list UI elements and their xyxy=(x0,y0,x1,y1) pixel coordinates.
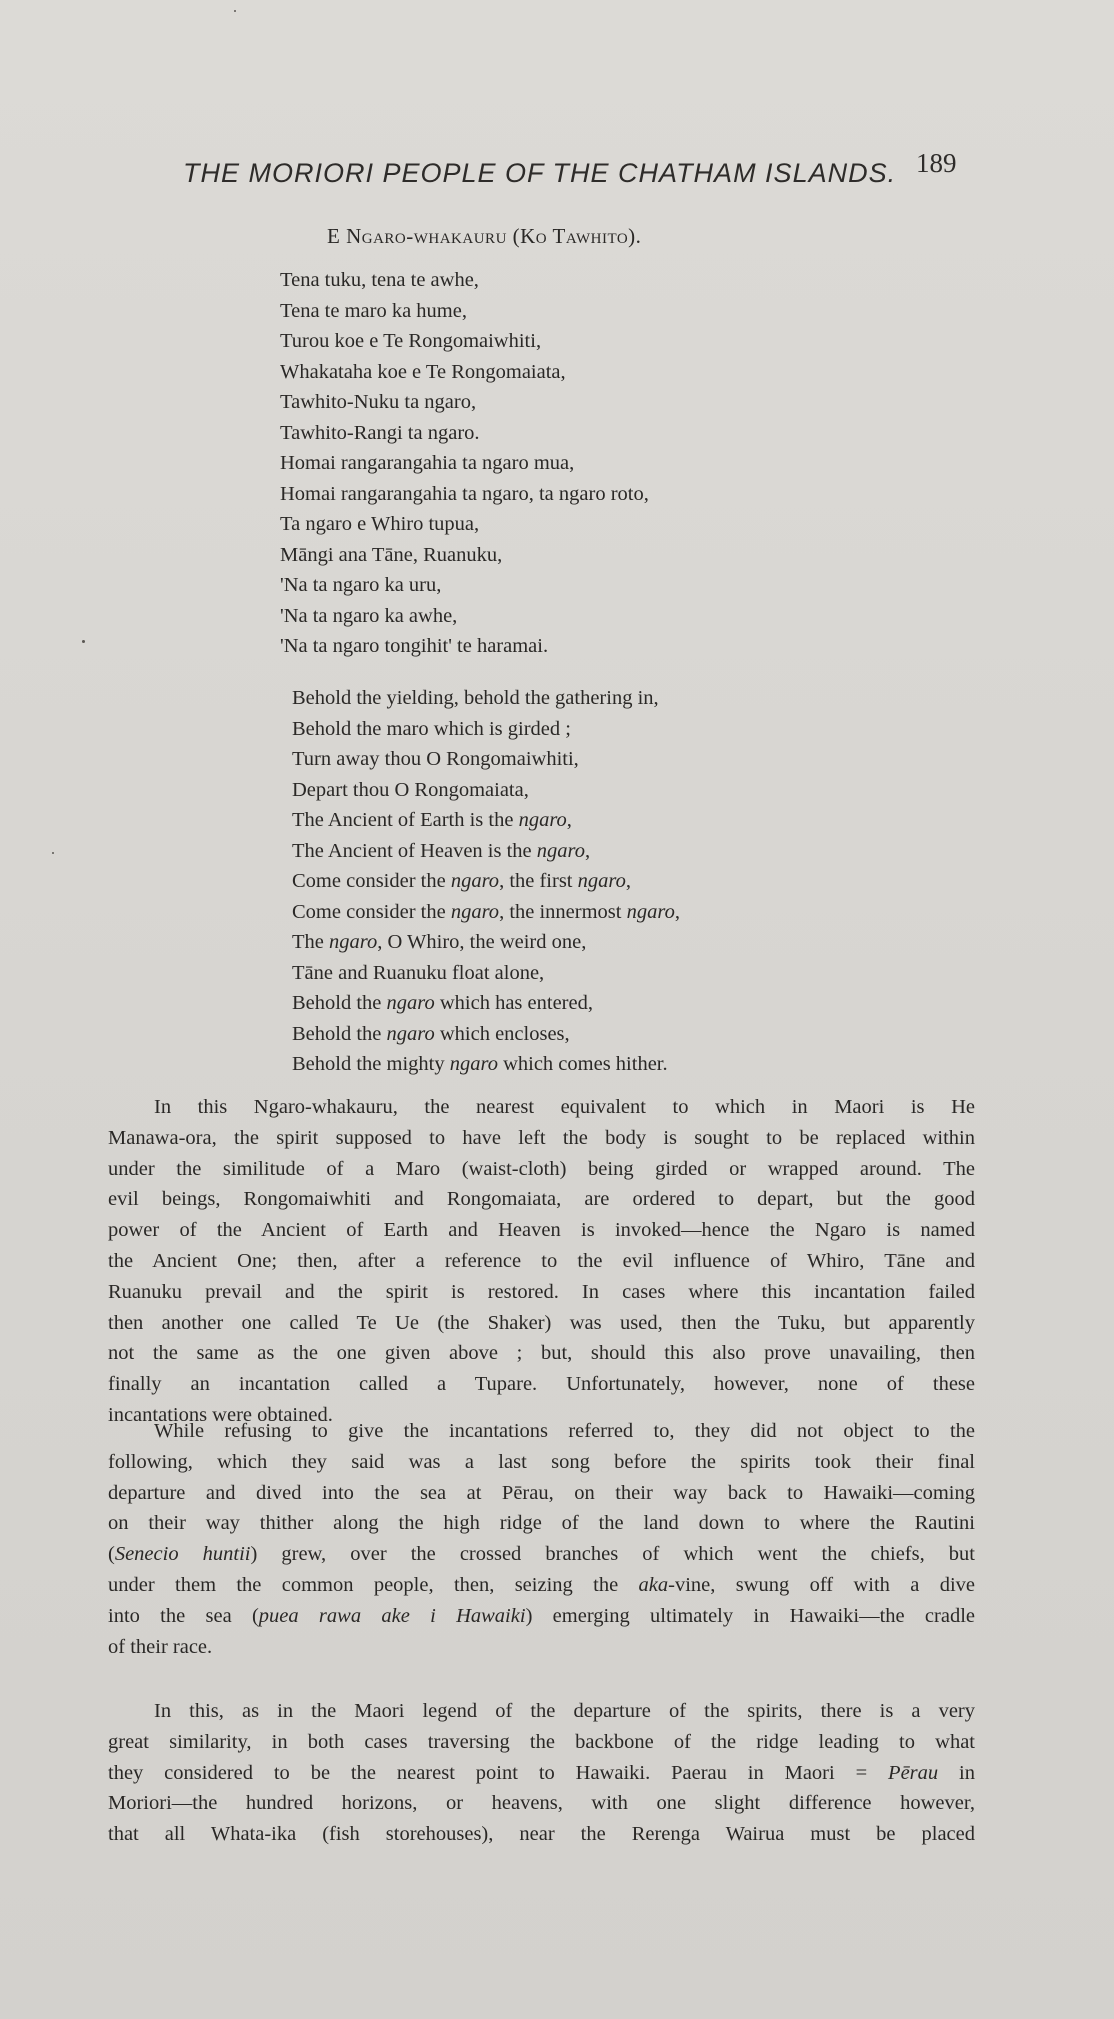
paper-speck xyxy=(82,640,85,643)
text-line: Moriori—the hundred horizons, or heavens, with one slight difference however, xyxy=(108,1792,975,1815)
verse-line: Ta ngaro e Whiro tupua, xyxy=(280,513,480,535)
verse-line: Behold the yielding, behold the gathering in, xyxy=(292,687,659,709)
verse-line: Turou koe e Te Rongomaiwhiti, xyxy=(280,330,542,352)
text-line: that all Whata-ika (fish storehouses), near the Rerenga Wairua must be placed xyxy=(108,1823,975,1846)
verse-line: Behold the ngaro which encloses, xyxy=(292,1022,570,1045)
paragraph-last-song xyxy=(108,1416,975,1662)
text-line: finally an incantation called a Tupare. Unfortunately, however, none of these xyxy=(108,1373,975,1396)
verse-line: 'Na ta ngaro ka uru, xyxy=(280,574,442,596)
text-line: they considered to be the nearest point to Hawaiki. Paerau in Maori = Pērau in xyxy=(108,1761,975,1784)
page-number: 189 xyxy=(916,148,957,178)
text-line: into the sea (puea rawa ake i Hawaiki) emerging ultimately in Hawaiki—the cradle xyxy=(108,1604,975,1627)
verse-line: The Ancient of Heaven is the ngaro, xyxy=(292,839,591,862)
verse-line: Tawhito-Rangi ta ngaro. xyxy=(280,421,480,444)
verse-line: Homai rangarangahia ta ngaro, ta ngaro roto, xyxy=(280,482,649,505)
text-line: Ruanuku prevail and the spirit is restored. In cases where this incantation failed xyxy=(108,1280,975,1303)
paper-speck xyxy=(234,10,236,12)
text-line: great similarity, in both cases traversing the backbone of the ridge leading to what xyxy=(108,1730,975,1753)
verse-line: Behold the mighty ngaro which comes hither. xyxy=(292,1053,668,1075)
verse-line: Behold the maro which is girded ; xyxy=(292,717,571,740)
verse-line: The ngaro, O Whiro, the weird one, xyxy=(292,931,587,953)
text-line: not the same as the one given above ; but, should this also prove unavailing, then xyxy=(108,1342,975,1365)
paragraph-ngaro-whakauru xyxy=(108,1092,975,1431)
text-line: power of the Ancient of Earth and Heaven is invoked—hence the Ngaro is named xyxy=(108,1219,975,1242)
verse-line: Homai rangarangahia ta ngaro mua, xyxy=(280,452,575,474)
running-title: THE MORIORI PEOPLE OF THE CHATHAM ISLANDS. xyxy=(183,158,897,188)
verse-line: 'Na ta ngaro tongihit' te haramai. xyxy=(280,635,549,657)
verse-line: Come consider the ngaro, the innermost ngaro, xyxy=(292,900,680,923)
text-line: In this Ngaro-whakauru, the nearest equivalent to which in Maori is He xyxy=(154,1096,975,1118)
text-line: Manawa-ora, the spirit supposed to have left the body is sought to be replaced within xyxy=(108,1126,975,1149)
verse-line: Depart thou O Rongomaiata, xyxy=(292,778,529,801)
verse-line: Tāne and Ruanuku float alone, xyxy=(292,961,545,984)
text-line: of their race. xyxy=(108,1635,213,1658)
verse-line: 'Na ta ngaro ka awhe, xyxy=(280,604,458,627)
text-line: incantations were obtained. xyxy=(108,1403,333,1426)
verse-line: Come consider the ngaro, the first ngaro, xyxy=(292,870,631,892)
verse-line: Behold the ngaro which has entered, xyxy=(292,992,593,1014)
verse-line: Tena tuku, tena te awhe, xyxy=(280,269,479,291)
text-line: In this, as in the Maori legend of the departure of the spirits, there is a very xyxy=(154,1700,975,1722)
text-line: the Ancient One; then, after a reference to the evil influence of Whiro, Tāne and xyxy=(108,1249,975,1272)
text-line: under them the common people, then, seizing the aka-vine, swung off with a dive xyxy=(108,1573,975,1596)
chant-heading: E Ngaro-whakauru (Ko Tawhito). xyxy=(327,224,642,248)
text-line: departure and dived into the sea at Pērau, on their way back to Hawaiki—coming xyxy=(108,1481,975,1504)
text-line: While refusing to give the incantations referred to, they did not object to the xyxy=(154,1420,975,1442)
verse-line: Turn away thou O Rongomaiwhiti, xyxy=(292,748,579,770)
text-line: under the similitude of a Maro (waist-cloth) being girded or wrapped around. The xyxy=(108,1157,975,1180)
text-line: evil beings, Rongomaiwhiti and Rongomaiata, are ordered to depart, but the good xyxy=(108,1188,975,1211)
verse-line: Māngi ana Tāne, Ruanuku, xyxy=(280,543,503,566)
text-line: then another one called Te Ue (the Shaker) was used, then the Tuku, but apparently xyxy=(108,1311,975,1334)
text-line: on their way thither along the high ridge of the land down to where the Rautini xyxy=(108,1512,975,1535)
verse-line: Tawhito-Nuku ta ngaro, xyxy=(280,391,477,413)
english-verse xyxy=(292,683,680,1080)
paragraph-maori-legend xyxy=(108,1696,975,1850)
verse-line: Whakataha koe e Te Rongomaiata, xyxy=(280,360,566,383)
maori-verse xyxy=(280,265,649,662)
verse-line: Tena te maro ka hume, xyxy=(280,299,467,322)
text-line: following, which they said was a last song before the spirits took their final xyxy=(108,1450,975,1473)
paper-speck xyxy=(52,852,54,854)
text-line: (Senecio huntii) grew, over the crossed branches of which went the chiefs, but xyxy=(108,1543,975,1566)
verse-line: The Ancient of Earth is the ngaro, xyxy=(292,809,572,831)
